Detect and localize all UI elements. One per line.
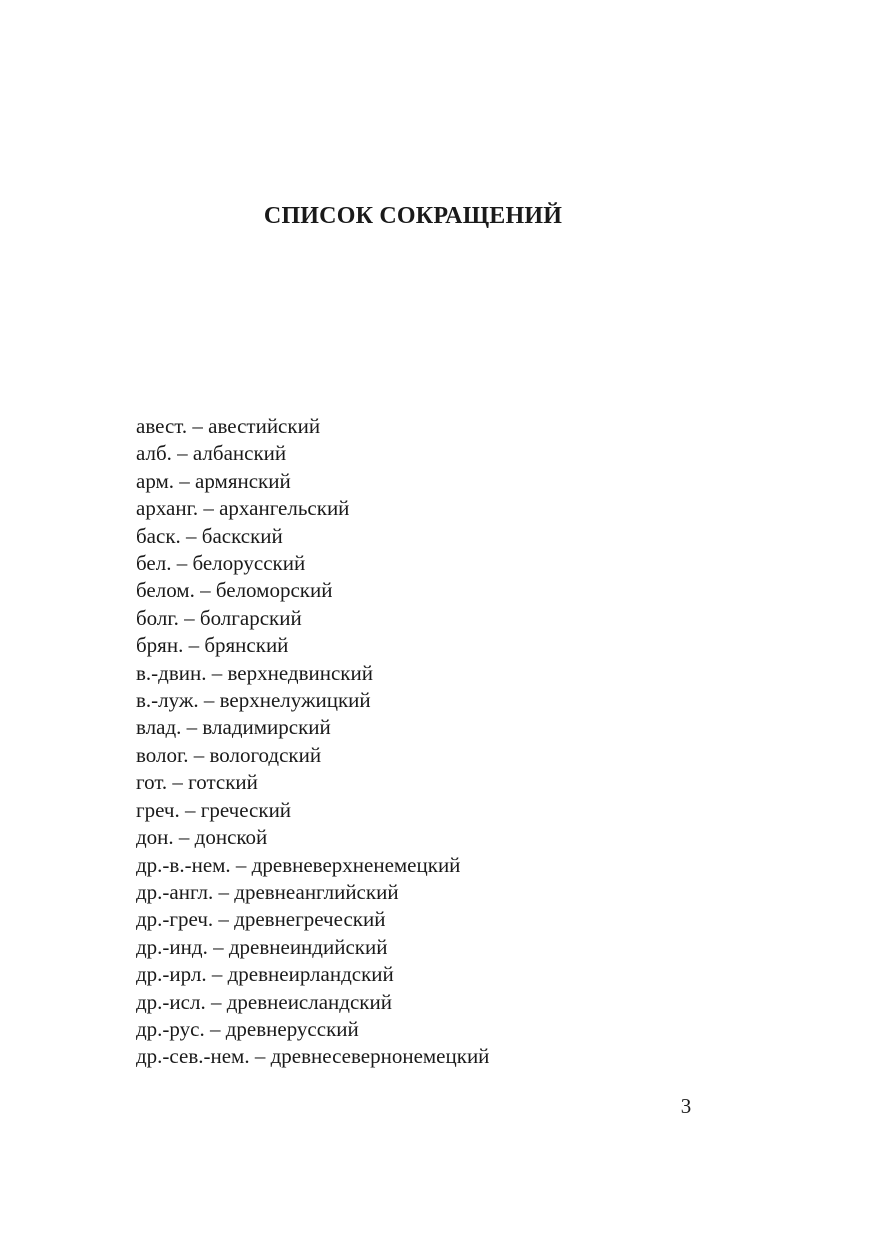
abbreviation-item: в.-луж. – верхнелужицкий: [136, 688, 371, 713]
page-title: СПИСОК СОКРАЩЕНИЙ: [263, 203, 563, 229]
abbreviation-item: др.-греч. – древнегреческий: [136, 907, 386, 932]
abbreviation-item: белом. – беломорский: [136, 578, 333, 603]
abbreviation-item: греч. – греческий: [136, 797, 292, 822]
abbreviation-item: арм. – армянский: [136, 468, 291, 493]
abbreviation-item: др.-рус. – древнерусский: [136, 1016, 359, 1041]
abbreviation-item: влад. – владимирский: [136, 715, 331, 740]
abbreviation-item: алб. – албанский: [136, 441, 287, 466]
abbreviation-item: брян. – брянский: [136, 633, 289, 658]
abbreviation-item: др.-англ. – древнеанглийский: [136, 879, 399, 904]
abbreviation-item: арханг. – архангельский: [136, 496, 350, 521]
abbreviation-item: бел. – белорусский: [136, 551, 306, 576]
abbreviation-item: др.-исл. – древнеисландский: [136, 989, 392, 1014]
abbreviation-item: волог. – вологодский: [136, 742, 322, 767]
abbreviation-item: гот. – готский: [136, 770, 258, 795]
abbreviation-item: др.-сев.-нем. – древнесевернонемецкий: [136, 1044, 490, 1069]
page-number: 3: [680, 1094, 692, 1118]
abbreviation-item: авест. – авестийский: [136, 414, 321, 438]
abbreviation-item: баск. – баскский: [136, 523, 283, 548]
abbreviation-item: др.-ирл. – древнеирландский: [136, 962, 394, 987]
abbreviation-item: др.-инд. – древнеиндийский: [136, 934, 388, 959]
abbreviation-list: [136, 413, 489, 1071]
abbreviation-item: др.-в.-нем. – древневерхненемецкий: [136, 852, 461, 877]
abbreviation-item: дон. – донской: [136, 825, 268, 850]
abbreviation-item: болг. – болгарский: [136, 605, 302, 630]
abbreviation-item: в.-двин. – верхнедвинский: [136, 660, 373, 685]
